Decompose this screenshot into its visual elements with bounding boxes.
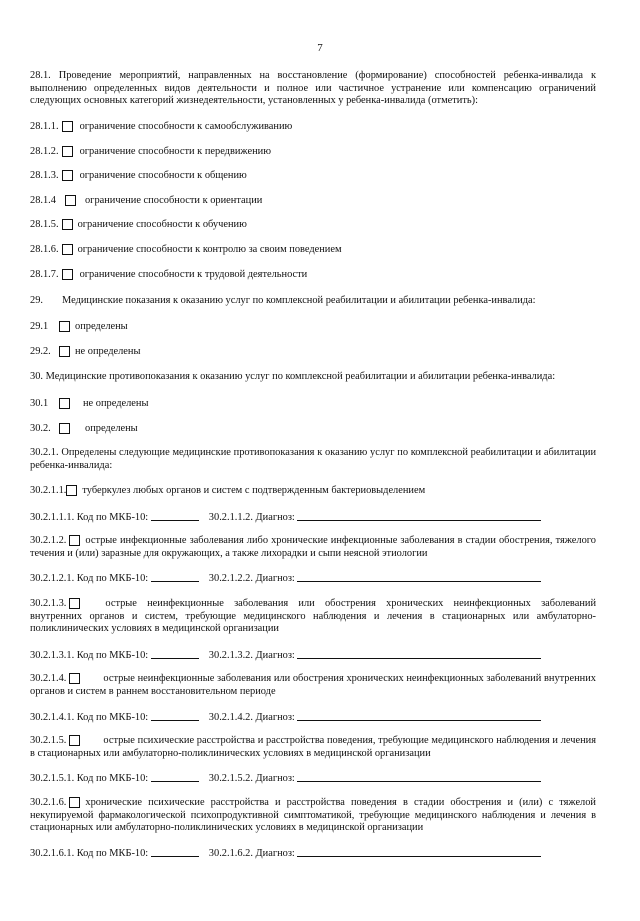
item-number: 28.1.2.: [30, 146, 59, 157]
item-label: острые инфекционные заболевания либо хронические инфекционные заболевания в стадии обострения, тяжелого течения и (или) заразные для окружающих, а также лихорадки и сыпи неясной этиологии: [30, 535, 596, 559]
item-number: 30.2.1.2.: [30, 535, 67, 546]
checkbox-row-29-1: [30, 320, 602, 333]
mkb-code-field[interactable]: [151, 572, 199, 582]
mkb-code-field[interactable]: [151, 649, 199, 659]
mkb-code-field[interactable]: [151, 511, 199, 521]
checkbox-29-1[interactable]: [59, 321, 70, 332]
checkbox-30-2-1-2[interactable]: [69, 535, 80, 546]
diagnosis-field[interactable]: [297, 572, 541, 582]
item-label: острые неинфекционные заболевания или обострения хронических неинфекционных заболеваний внутренних органов и систем, требующие медицинского наблюдения и лечения в стационарных или амбулаторно-поликлинических условиях в медицинской организации: [30, 598, 596, 635]
code-row-30-2-1-3: [30, 649, 602, 662]
contraindication-30-2-1-2: [30, 535, 596, 560]
contraindication-30-2-1-3: [30, 598, 596, 636]
mkb-code-label: 30.2.1.1.1. Код по МКБ-10:: [30, 512, 149, 523]
checkbox-row-28-1-4: [30, 194, 602, 207]
contraindication-30-2-1-4: [30, 673, 596, 698]
item-number: 30.2.1.4.: [30, 673, 67, 684]
diagnosis-field[interactable]: [297, 649, 541, 659]
checkbox-row-28-1-6: [30, 243, 602, 256]
mkb-code-label: 30.2.1.5.1. Код по МКБ-10:: [30, 773, 149, 784]
diagnosis-field[interactable]: [297, 847, 541, 857]
checkbox-28-1-6[interactable]: [62, 244, 73, 255]
mkb-code-label: 30.2.1.2.1. Код по МКБ-10:: [30, 573, 149, 584]
mkb-code-label: 30.2.1.6.1. Код по МКБ-10:: [30, 848, 149, 859]
checkbox-28-1-5[interactable]: [62, 219, 73, 230]
item-label: ограничение способности к общению: [79, 170, 247, 181]
item-number: 29.1: [30, 321, 49, 332]
mkb-code-field[interactable]: [151, 711, 199, 721]
checkbox-row-28-1-1: [30, 120, 602, 133]
section-30-2-1-text: 30.2.1. Определены следующие медицинские противопоказания к оказанию услуг по комплексной реабилитации и абилитации ребенка-инвалида:: [30, 447, 596, 471]
item-number: 30.2.1.1.: [30, 485, 67, 496]
diagnosis-label: 30.2.1.3.2. Диагноз:: [208, 650, 295, 661]
section-28-1-number: 28.1.: [30, 70, 51, 81]
item-label: хронические психические расстройства и расстройства поведения в стадии обострения и (или) с тяжелой некупируемой фармакологической психопродуктивной симптоматикой, требующие медицинского наблюдения и лечения в стационарных или амбулаторно-поликлинических условиях в медицинской организации: [30, 797, 596, 834]
code-row-30-2-1-4: [30, 711, 602, 724]
item-number: 28.1.3.: [30, 170, 59, 181]
contraindication-30-2-1-1: [30, 484, 602, 497]
checkbox-29-2[interactable]: [59, 346, 70, 357]
section-29-body: Медицинские показания к оказанию услуг по комплексной реабилитации и абилитации ребенка-инвалида:: [62, 295, 536, 306]
mkb-code-label: 30.2.1.4.1. Код по МКБ-10:: [30, 712, 149, 723]
item-label: не определены: [75, 346, 141, 357]
item-number: 29.2.: [30, 346, 51, 357]
item-label: определены: [75, 321, 128, 332]
item-label: острые психические расстройства и расстройства поведения, требующие медицинского наблюдения и лечения в стационарных или амбулаторно-поликлинических условиях в медицинской организации: [30, 735, 596, 759]
item-number: 28.1.4: [30, 195, 56, 206]
code-row-30-2-1-1: [30, 511, 602, 524]
item-label: ограничение способности к передвижению: [79, 146, 271, 157]
checkbox-30-2-1-4[interactable]: [69, 673, 80, 684]
diagnosis-field[interactable]: [297, 511, 541, 521]
code-row-30-2-1-6: [30, 847, 602, 860]
item-number: 30.2.1.3.: [30, 598, 67, 609]
checkbox-30-2-1-1[interactable]: [66, 485, 77, 496]
checkbox-row-28-1-7: [30, 268, 602, 281]
item-number: 28.1.6.: [30, 244, 59, 255]
item-number: 28.1.1.: [30, 121, 59, 132]
checkbox-row-28-1-3: [30, 169, 602, 182]
code-row-30-2-1-2: [30, 572, 602, 585]
checkbox-30-2-1-3[interactable]: [69, 598, 80, 609]
item-label: туберкулез любых органов и систем с подтвержденным бактериовыделением: [82, 485, 426, 496]
checkbox-30-2[interactable]: [59, 423, 70, 434]
item-number: 30.1: [30, 398, 49, 409]
checkbox-row-29-2: [30, 345, 602, 358]
item-label: острые неинфекционные заболевания или обострения хронических неинфекционных заболеваний внутренних органов и систем в раннем восстановительном периоде: [30, 673, 596, 697]
code-row-30-2-1-5: [30, 772, 602, 785]
diagnosis-label: 30.2.1.6.2. Диагноз:: [208, 848, 295, 859]
checkbox-row-30-1: [30, 397, 602, 410]
checkbox-28-1-7[interactable]: [62, 269, 73, 280]
mkb-code-field[interactable]: [151, 847, 199, 857]
section-30-text: 30. Медицинские противопоказания к оказанию услуг по комплексной реабилитации и абилитации ребенка-инвалида:: [30, 371, 556, 382]
item-label: определены: [85, 423, 138, 434]
diagnosis-field[interactable]: [297, 772, 541, 782]
checkbox-30-1[interactable]: [59, 398, 70, 409]
checkbox-row-28-1-2: [30, 145, 602, 158]
diagnosis-label: 30.2.1.2.2. Диагноз:: [208, 573, 295, 584]
section-28-1-body: Проведение мероприятий, направленных на восстановление (формирование) способностей ребенка-инвалида к выполнению определенных видов деятельности и полное или частичное устранение или компенсацию ограничений следующих основных категорий жизнедеятельности, установленных у ребенка-инвалида (отметить):: [30, 70, 596, 107]
item-label: ограничение способности к ориентации: [84, 195, 263, 206]
section-29-text: [30, 294, 602, 307]
item-label: ограничение способности к самообслуживанию: [79, 121, 293, 132]
checkbox-row-30-2: [30, 422, 602, 435]
item-label: ограничение способности к контролю за своим поведением: [77, 244, 342, 255]
page-number: 7: [317, 42, 323, 54]
diagnosis-label: 30.2.1.5.2. Диагноз:: [208, 773, 295, 784]
mkb-code-field[interactable]: [151, 772, 199, 782]
diagnosis-label: 30.2.1.4.2. Диагноз:: [208, 712, 295, 723]
item-number: 28.1.5.: [30, 219, 59, 230]
contraindication-30-2-1-6: [30, 797, 596, 835]
diagnosis-field[interactable]: [297, 711, 541, 721]
checkbox-28-1-2[interactable]: [62, 146, 73, 157]
mkb-code-label: 30.2.1.3.1. Код по МКБ-10:: [30, 650, 149, 661]
item-label: ограничение способности к обучению: [77, 219, 247, 230]
contraindication-30-2-1-5: [30, 735, 596, 760]
item-number: 30.2.: [30, 423, 51, 434]
checkbox-30-2-1-6[interactable]: [69, 797, 80, 808]
checkbox-28-1-1[interactable]: [62, 121, 73, 132]
checkbox-28-1-4[interactable]: [65, 195, 76, 206]
section-28-1-text: [30, 70, 596, 108]
item-label: ограничение способности к трудовой деятельности: [79, 269, 308, 280]
checkbox-row-28-1-5: [30, 218, 602, 231]
item-number: 30.2.1.5.: [30, 735, 67, 746]
item-number: 28.1.7.: [30, 269, 59, 280]
section-29-number: 29.: [30, 295, 43, 306]
diagnosis-label: 30.2.1.1.2. Диагноз:: [208, 512, 295, 523]
checkbox-30-2-1-5[interactable]: [69, 735, 80, 746]
checkbox-28-1-3[interactable]: [62, 170, 73, 181]
item-label: не определены: [83, 398, 149, 409]
item-number: 30.2.1.6.: [30, 797, 67, 808]
